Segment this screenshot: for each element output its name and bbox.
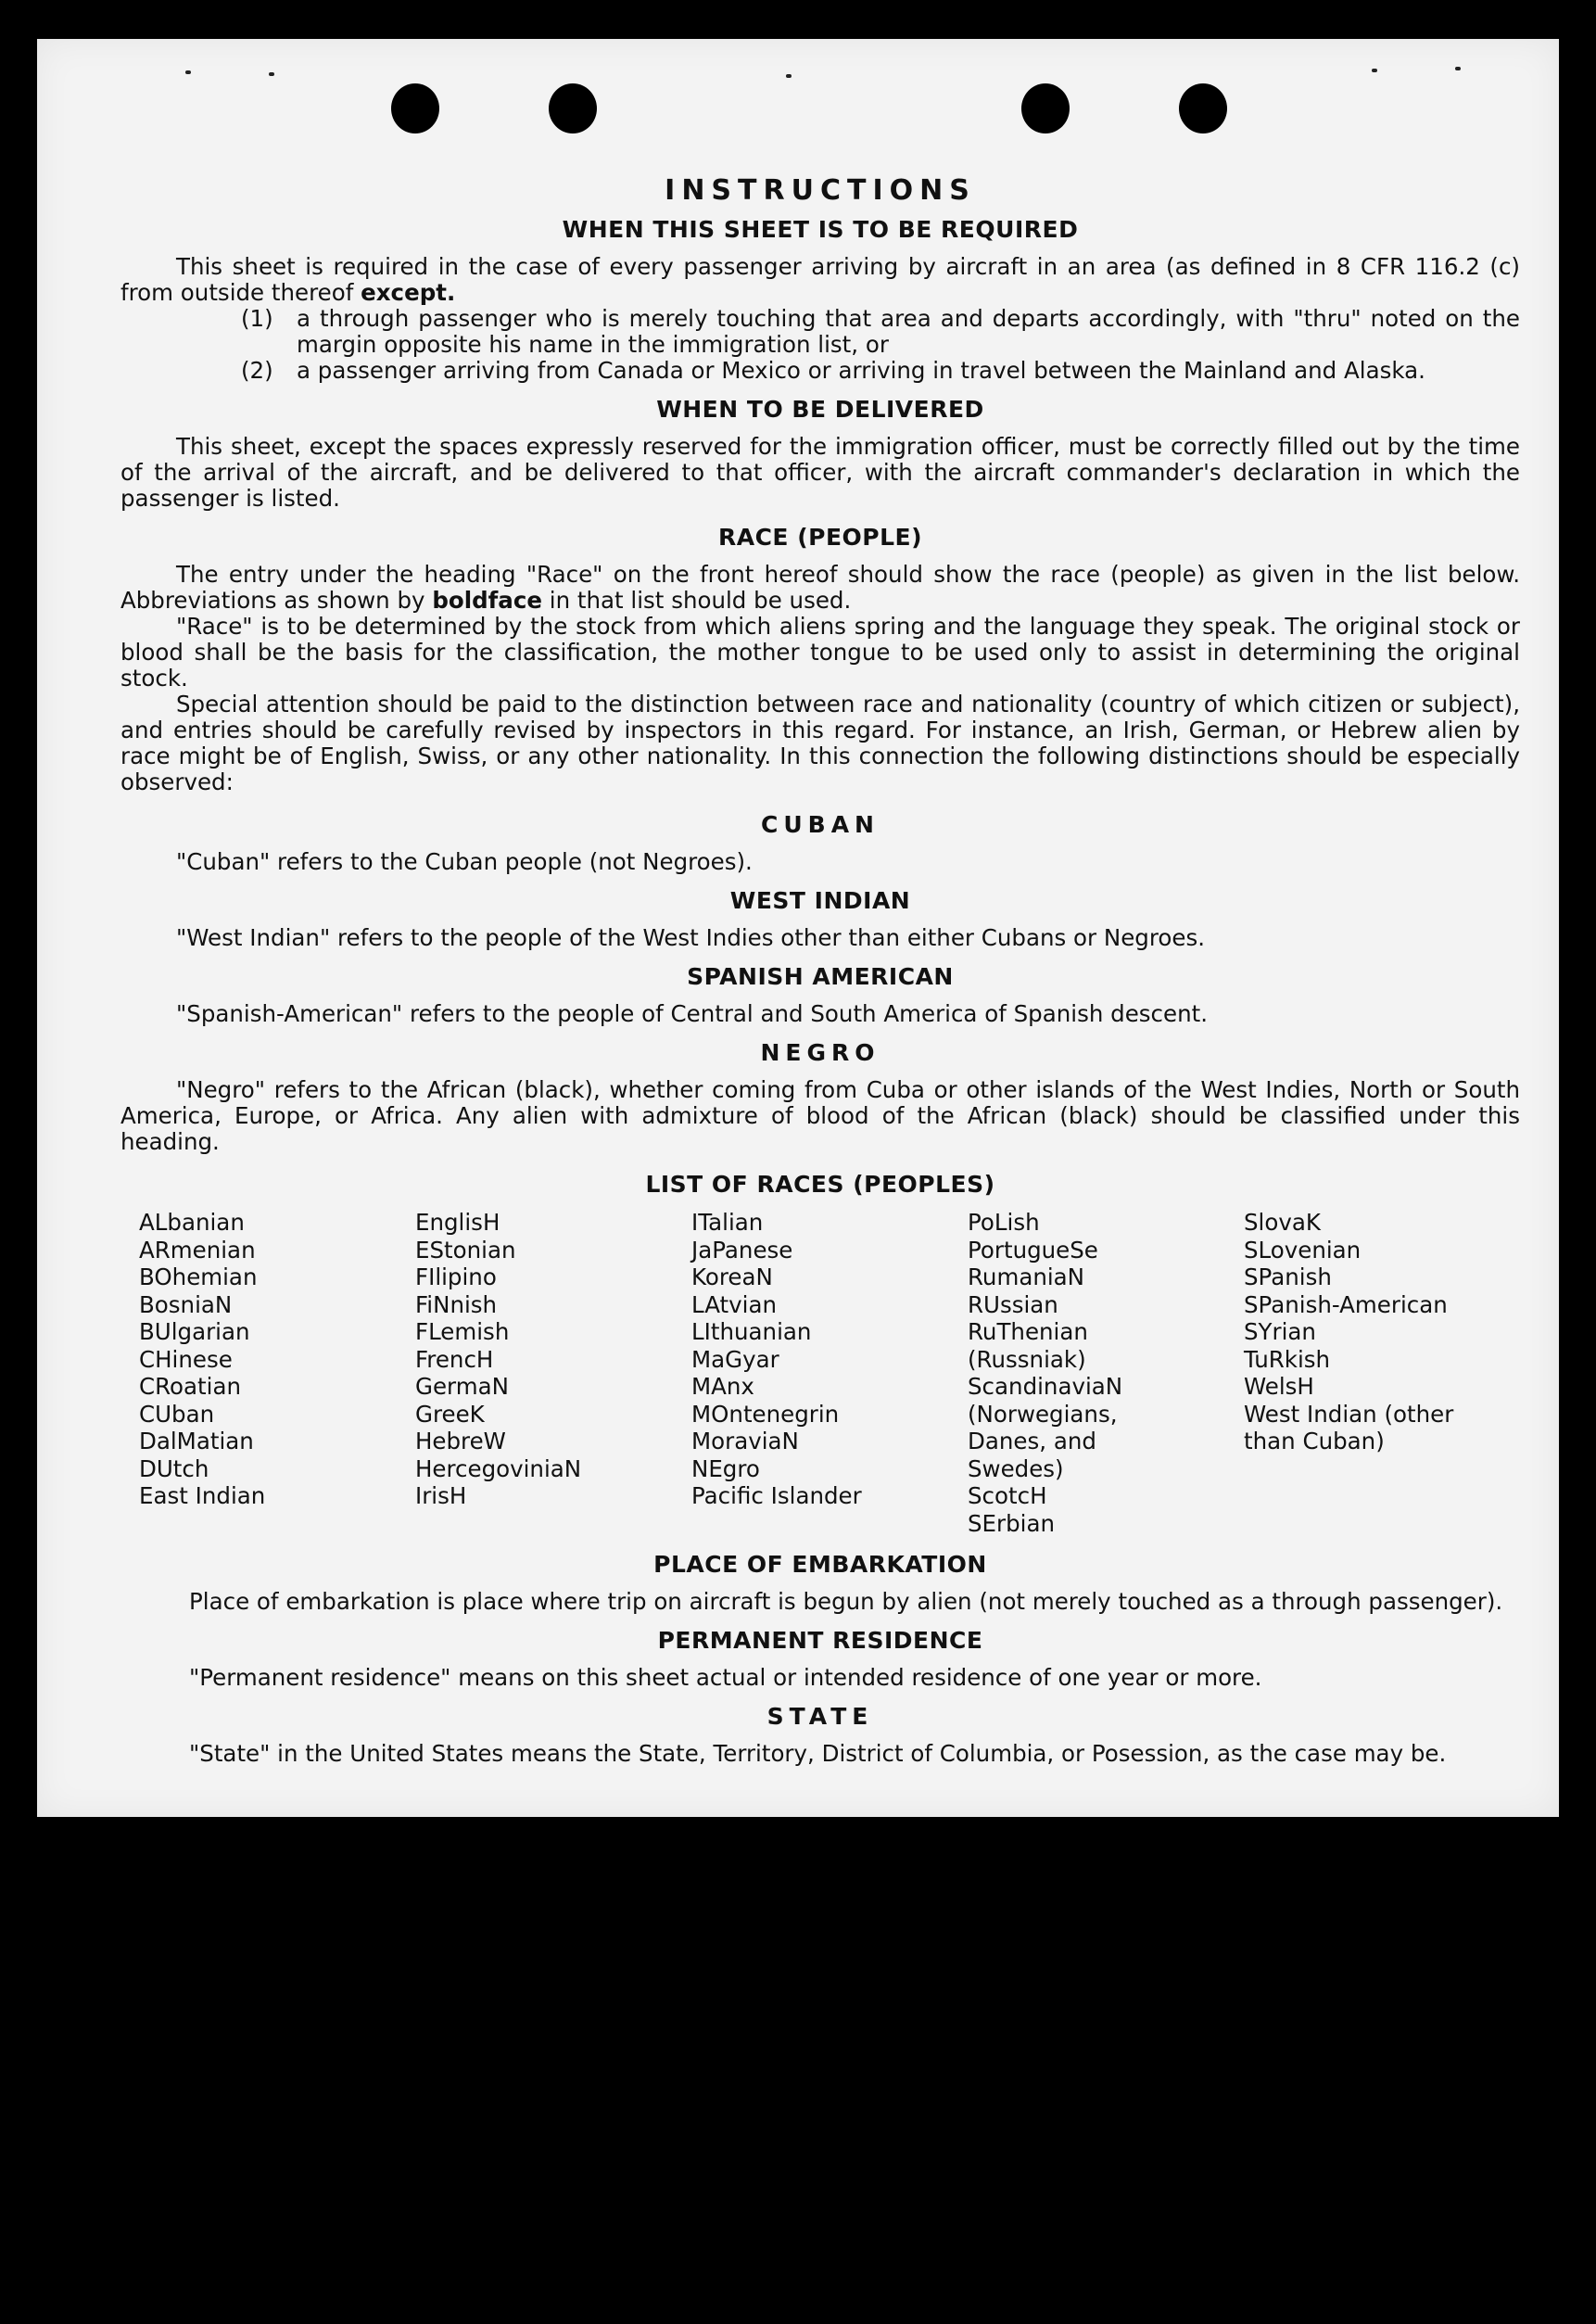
race-paragraph-2: "Race" is to be determined by the stock from which aliens spring and the language they speak. The original stock or blood shall be the basis for the classification, the mother tongue to be used only to assist in determining the original stock.: [120, 613, 1520, 692]
race-item: LIthuanian: [691, 1318, 812, 1345]
when-required-heading: WHEN THIS SHEET IS TO BE REQUIRED: [562, 216, 1079, 243]
race-item: RUssian: [968, 1290, 1058, 1318]
race-heading: RACE (PEOPLE): [717, 524, 923, 551]
permanent-residence-text: "Permanent residence" means on this sheet actual or intended residence of one year or more.: [189, 1664, 1262, 1691]
permanent-residence-heading: PERMANENT RESIDENCE: [657, 1627, 983, 1654]
race-item: ALbanian: [139, 1209, 245, 1236]
race-item: FrencH: [415, 1345, 494, 1373]
race-item: KoreaN: [691, 1264, 773, 1290]
race-item: SlovaK: [1244, 1209, 1321, 1236]
race-item: MaGyar: [691, 1345, 779, 1373]
when-required-intro-text: This sheet is required in the case of every passenger arriving by aircraft in an area (as defined in 8 CFR 116.2 (c) from outside thereof: [120, 253, 1520, 306]
race-p1-text: The entry under the heading "Race" on the front hereof should show the race (people) as given in the list below. Abbreviations as shown by: [120, 561, 1520, 614]
race-item: PortugueSe: [968, 1236, 1098, 1264]
race-item: SErbian: [968, 1509, 1056, 1537]
race-item: SPanish: [1244, 1264, 1332, 1290]
cuban-text: "Cuban" refers to the Cuban people (not Negroes).: [176, 848, 753, 875]
boldface-word: boldface: [432, 587, 542, 614]
exception-text: a through passenger who is merely touching that area and departs accordingly, with "thru" noted on the margin opposite his name in the immigration list, or: [297, 305, 1520, 358]
race-item: RumaniaN: [968, 1264, 1085, 1290]
negro-heading: NEGRO: [760, 1039, 880, 1066]
race-item: MOntenegrin: [691, 1400, 840, 1428]
race-item: JaPanese: [691, 1236, 793, 1264]
race-item: BUlgarian: [139, 1318, 250, 1345]
race-item: RuThenian (Russniak): [968, 1318, 1088, 1373]
place-of-embarkation-heading: PLACE OF EMBARKATION: [653, 1551, 987, 1578]
speck: [269, 72, 274, 76]
race-item: HebreW: [415, 1428, 506, 1454]
instructions-content: [120, 174, 1520, 1767]
speck: [1372, 69, 1377, 72]
race-item: DUtch: [139, 1454, 209, 1482]
race-item: ScandinaviaN (Norwegians, Danes, and Swedes): [968, 1373, 1123, 1482]
race-item: ARmenian: [139, 1236, 256, 1264]
race-item: ITalian: [691, 1209, 764, 1236]
when-delivered-heading: WHEN TO BE DELIVERED: [656, 396, 984, 423]
race-item: CHinese: [139, 1345, 233, 1373]
race-item: WelsH: [1244, 1373, 1314, 1400]
race-column-3: [691, 1209, 968, 1537]
race-column-1: [139, 1209, 415, 1537]
race-item: FIlipino: [415, 1264, 497, 1290]
race-item: MoraviaN: [691, 1428, 799, 1454]
race-item: TuRkish: [1244, 1345, 1331, 1373]
west-indian-text: "West Indian" refers to the people of the West Indies other than either Cubans or Negroes.: [176, 924, 1206, 951]
race-item: EnglisH: [415, 1209, 500, 1236]
punch-hole: [1179, 83, 1227, 133]
race-item: DalMatian: [139, 1428, 254, 1454]
race-column-5: [1244, 1209, 1520, 1537]
race-item: BosniaN: [139, 1290, 233, 1318]
race-item: East Indian: [139, 1482, 266, 1509]
when-delivered-text: This sheet, except the spaces expressly reserved for the immigration officer, must be correctly filled out by the time of the arrival of the aircraft, and be delivered to that officer, with the aircraft commander's declaration in which the passenger is listed.: [120, 433, 1520, 512]
race-item: Pacific Islander: [691, 1482, 862, 1509]
race-item: CUban: [139, 1400, 215, 1428]
race-item: CRoatian: [139, 1373, 241, 1400]
race-paragraph-3: Special attention should be paid to the distinction between race and nationality (country of which citizen or subject), and entries should be carefully revised by inspectors in this regard. For instance, an Irish, German, or Hebrew alien by race might be of English, Swiss, or any other nationality. In this connection the following distinctions should be especially observed:: [120, 691, 1520, 795]
race-item: ScotcH: [968, 1482, 1047, 1509]
race-paragraph-1: [120, 562, 1520, 614]
race-item: FLemish: [415, 1318, 510, 1345]
race-item: MAnx: [691, 1373, 754, 1400]
exception-item: [120, 306, 1520, 358]
page-title: INSTRUCTIONS: [665, 174, 976, 207]
race-item: West Indian (other than Cuban): [1244, 1400, 1454, 1454]
spanish-american-text: "Spanish-American" refers to the people of Central and South America of Spanish descent.: [176, 1000, 1209, 1027]
race-item: SPanish-American: [1244, 1290, 1448, 1318]
exception-number: (2): [241, 357, 273, 384]
race-item: BOhemian: [139, 1264, 258, 1290]
punch-hole: [1021, 83, 1070, 133]
race-item: IrisH: [415, 1482, 467, 1509]
race-column-4: [968, 1209, 1244, 1537]
list-of-races-heading: LIST OF RACES (PEOPLES): [645, 1171, 995, 1198]
negro-text: "Negro" refers to the African (black), whether coming from Cuba or other islands of the West Indies, North or South America, Europe, or Africa. Any alien with admixture of blood of the African (black) should be classified under this heading.: [120, 1076, 1520, 1155]
race-item: GreeK: [415, 1400, 485, 1428]
west-indian-heading: WEST INDIAN: [729, 887, 911, 914]
race-item: SLovenian: [1244, 1236, 1362, 1264]
cuban-heading: CUBAN: [761, 811, 880, 838]
except-bold: except.: [361, 279, 456, 306]
race-item: FiNnish: [415, 1290, 498, 1318]
state-heading: STATE: [766, 1703, 874, 1730]
list-of-races: [120, 1209, 1520, 1537]
race-item: GermaN: [415, 1373, 509, 1400]
document-sheet: [37, 39, 1559, 1817]
race-item: HercegoviniaN: [415, 1454, 582, 1482]
race-item: PoLish: [968, 1209, 1040, 1236]
race-item: EStonian: [415, 1236, 516, 1264]
place-of-embarkation-text: Place of embarkation is place where trip on aircraft is begun by alien (not merely touched as a through passenger).: [189, 1588, 1503, 1615]
race-item: NEgro: [691, 1454, 760, 1482]
punch-hole: [391, 83, 439, 133]
spanish-american-heading: SPANISH AMERICAN: [687, 963, 954, 990]
race-p1-text-end: in that list should be used.: [541, 587, 852, 614]
race-item: LAtvian: [691, 1290, 777, 1318]
exception-text: a passenger arriving from Canada or Mexico or arriving in travel between the Mainland and Alaska.: [297, 357, 1425, 384]
punch-hole: [549, 83, 597, 133]
when-required-intro: [120, 254, 1520, 306]
state-text: "State" in the United States means the State, Territory, District of Columbia, or Posession, as the case may be.: [189, 1740, 1447, 1767]
exception-item: [120, 358, 1520, 384]
speck: [786, 74, 792, 78]
speck: [185, 70, 191, 74]
race-item: SYrian: [1244, 1318, 1316, 1345]
race-column-2: [415, 1209, 691, 1537]
speck: [1455, 67, 1461, 70]
exception-number: (1): [241, 305, 273, 332]
